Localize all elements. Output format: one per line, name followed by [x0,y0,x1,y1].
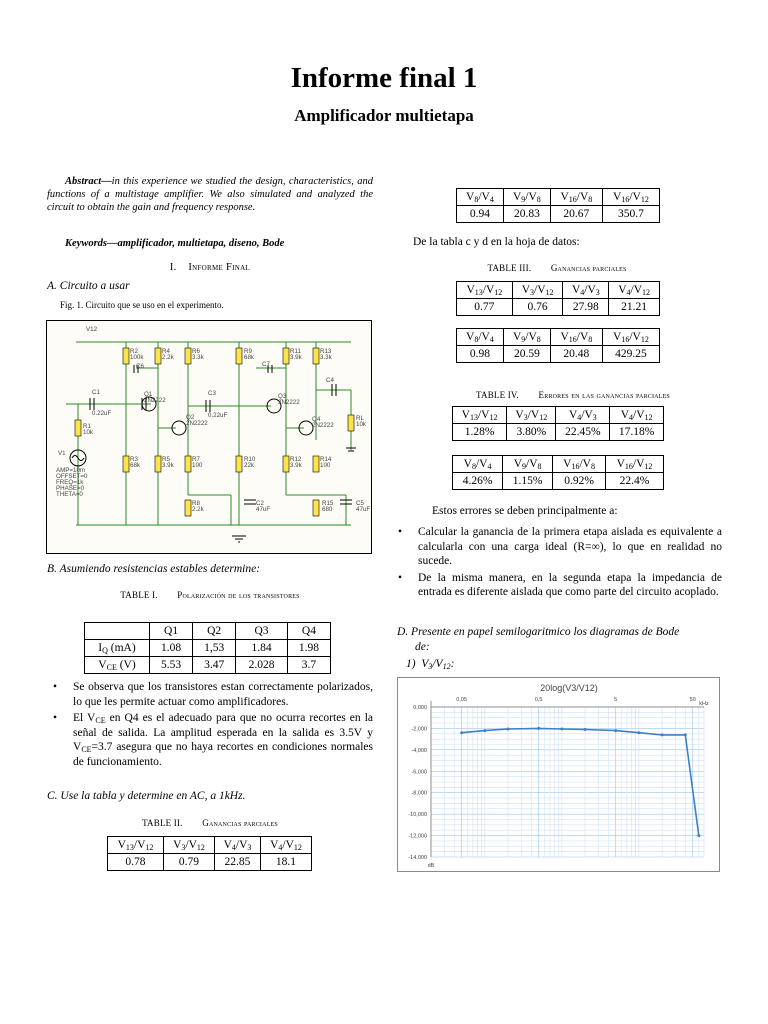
table-cell: 20.67 [550,206,602,223]
circuit-label: OFFSET=0 [56,473,88,480]
y-tick-label: -10,000 [408,812,427,819]
table-row [85,657,331,674]
table-cell: $V_8/V_4$ [453,456,503,473]
circuit-label: 100k [130,354,144,361]
table-cell: 22.4% [605,473,663,490]
circuit-label: R4 [162,348,170,355]
circuit-label: 10k [83,429,93,436]
table-row [453,407,664,424]
circuit-label: 47uF [256,506,271,513]
circuit-label: C5 [356,500,364,507]
table-cell: $V_{16}/V_{12}$ [602,189,659,206]
table4a [452,406,664,441]
table-cell: $V_4/V_{12}$ [610,407,664,424]
subsection-d1: 1) $V_3/V_{12}$: [406,658,455,671]
table-cell: $V_3/V_{12}$ [512,282,563,299]
table-cell: $V_4/V_3$ [563,282,609,299]
table-row [457,282,660,299]
circuit-label: 2N2222 [312,422,334,429]
circuit-label: R2 [130,348,138,355]
data-point [614,729,617,732]
circuit-label: 680 [322,506,333,513]
abstract-text: in this experience we studied the design, characteristics, and functions of a multistage amplifier. We also simulated and analyzed the circuit to obtain the gain and frequency response. [47,176,373,213]
table4-caption-title: Errores en las ganancias parciales [538,390,670,400]
circuit-label: RL [356,415,364,422]
circuit-label: 0.22uF [92,410,112,417]
circuit-label: V1 [58,450,66,457]
table-cell: 2.028 [236,657,288,674]
list-item: • Se observa que los transistores estan correctamente polarizados, lo que les permite actuar como amplificadores. [47,680,373,709]
circuit-label: C3 [208,390,216,397]
y-tick-label: -14,000 [408,855,427,861]
table-cell: 1.84 [236,640,288,657]
data-point [661,733,664,736]
table-cell: 0.77 [457,299,513,316]
table-cell: 0.79 [163,854,214,871]
table-cell: 350.7 [602,206,659,223]
table-cell: 22.45% [556,424,610,441]
circuit-label: 3.9k [290,462,302,469]
table3-caption-num: TABLE III. [487,263,532,273]
table-cell: 27.98 [563,299,609,316]
bode-chart-svg [397,677,720,872]
table-cell: $V_9/V_8$ [503,456,553,473]
table-cell: $V_{13}/V_{12}$ [108,837,164,854]
circuit-label: R15 [322,500,334,507]
list-item: • Calcular la ganancia de la primera etapa aislada es equivalente a calcularla con una carga ideal (R=∞), lo que en realidad no sucede. [392,525,722,569]
paper-title: Informe final 1 [290,62,478,94]
table-cell: 1.15% [503,473,553,490]
circuit-label: R6 [192,348,200,355]
subsection-a: A. Circuito a usar [47,280,130,292]
data-point [684,733,687,736]
table-cell: $V_{16}/V_8$ [550,329,602,346]
y-tick-label: -6,000 [411,769,427,776]
circuit-label: 2N2222 [186,420,208,427]
table-row [453,424,664,441]
data-point [507,727,510,730]
circuit-label: 100 [320,462,331,469]
subsection-b: B. Asumiendo resistencias estables determine: [47,563,261,575]
table1-caption [47,590,373,600]
table2 [107,836,312,871]
subsection-c: C. Use la tabla y determine en AC, a 1kHz. [47,790,246,802]
circuit-label: 10k [356,421,366,428]
table-row [457,206,660,223]
table-cell: $V_4/V_{12}$ [609,282,660,299]
circuit-label: THETA=0 [56,491,83,498]
circuit-label: Q4 [312,416,321,423]
circuit-label: R14 [320,456,332,463]
table-row [457,329,660,346]
table4b [452,455,664,490]
keywords: Keywords—amplificador, multietapa, diseno, Bode [65,238,285,249]
circuit-label: R10 [244,456,256,463]
table-cell: Q1 [150,623,193,640]
table-top [456,188,660,223]
circuit-figure [46,320,372,554]
circuit-label: 47uF [356,506,371,513]
circuit-label: 0.22uF [208,412,228,419]
circuit-label: R13 [320,348,332,355]
circuit-label: 2N2222 [278,399,300,406]
y-tick-label: -2,000 [411,726,427,733]
table-cell: $V_{CE}$ (V) [85,657,150,674]
table-cell: $I_Q$ (mA) [85,640,150,657]
table-row [108,837,312,854]
y-tick-label: -8,000 [411,790,427,797]
table-cell: 18.1 [260,854,311,871]
x-tick-label: 5 [614,697,618,703]
abstract [47,175,373,214]
table-cell: $V_9/V_8$ [503,329,550,346]
section-number: I. [169,262,177,273]
table-cell: 1,53 [193,640,236,657]
data-point [697,834,700,837]
y-tick-label: -4,000 [411,747,427,754]
table-cell [85,623,150,640]
circuit-label: 22k [244,462,254,469]
circuit-label: 3.3k [192,354,204,361]
de-la-tabla-text: De la tabla c y d en la hoja de datos: [413,236,580,248]
table-cell: $V_{16}/V_8$ [550,189,602,206]
table-cell: $V_4/V_{12}$ [260,837,311,854]
x-tick-label: 0,5 [534,697,543,703]
circuit-label: AMP=10m [56,467,86,474]
table1-caption-num: TABLE I. [120,590,158,600]
bullet-list-b [47,680,373,771]
table3-caption-title: Ganancias parciales [550,263,627,273]
list-item: • De la misma manera, en la segunda etapa la impedancia de entrada es diferente aislada que como parte del circuito acoplado. [392,571,722,600]
table-cell: 3.80% [507,424,556,441]
table-cell: 1.98 [287,640,330,657]
y-tick-label: 0,000 [413,705,427,711]
table-row [457,189,660,206]
table-cell: $V_4/V_3$ [214,837,260,854]
circuit-label: C7 [262,361,270,368]
table-cell: 0.76 [512,299,563,316]
table1-caption-title: Polarización de los transistores [177,590,300,600]
figure-caption: Fig. 1. Circuito que se uso en el experimento. [60,300,224,310]
table-cell: $V_8/V_4$ [457,189,504,206]
circuit-label: R1 [83,423,91,430]
table-cell: 0.94 [457,206,504,223]
data-point [460,731,463,734]
table-cell: Q3 [236,623,288,640]
table-cell: 4.26% [453,473,503,490]
table3a [456,281,660,316]
circuit-label: Q1 [144,391,153,398]
table-cell: 1.08 [150,640,193,657]
circuit-label: V12 [86,326,98,333]
table-cell: 3.7 [287,657,330,674]
table-row [453,473,664,490]
circuit-label: C1 [92,389,100,396]
circuit-label: PHASE=0 [56,485,85,492]
table-cell: 5.53 [150,657,193,674]
x-tick-label: 50 [689,697,696,703]
table-cell: 20.83 [503,206,550,223]
data-point [537,727,540,730]
table-cell: 20.48 [550,346,602,363]
circuit-label: 2.2k [192,506,204,513]
table-cell: 3.47 [193,657,236,674]
circuit-label: 68k [244,354,254,361]
circuit-label: FREQ=1k [56,479,84,486]
table-cell: $V_9/V_8$ [503,189,550,206]
table-cell: 429.25 [602,346,659,363]
table3-caption [392,263,722,273]
table-row [457,346,660,363]
errores-intro: Estos errores se deben principalmente a: [432,505,618,517]
circuit-label: 2.2k [162,354,174,361]
table-cell: 0.92% [553,473,606,490]
table-cell: $V_{16}/V_8$ [553,456,606,473]
table-cell: 20.59 [503,346,550,363]
table-cell: $V_8/V_4$ [457,329,504,346]
circuit-label: R9 [244,348,252,355]
table-row [457,299,660,316]
circuit-label: 3.9k [162,462,174,469]
circuit-label: R5 [162,456,170,463]
circuit-schematic [46,320,372,554]
data-point [560,727,563,730]
circuit-label: C6 [136,363,144,370]
circuit-label: 3.3k [320,354,332,361]
y-tick-label: -12,000 [408,833,427,840]
table-cell: $V_{16}/V_{12}$ [602,329,659,346]
y-unit-label: dB [427,863,435,869]
table-cell: 1.28% [453,424,507,441]
circuit-label: R8 [192,500,200,507]
abstract-label: Abstract— [65,176,112,187]
circuit-label: R12 [290,456,302,463]
table3b [456,328,660,363]
table-row [108,854,312,871]
x-tick-label: 0,05 [456,697,468,703]
bullet-list-d [392,525,722,602]
table-row [453,456,664,473]
subsection-d-cont: de: [415,641,430,653]
table-cell: $V_{16}/V_{12}$ [605,456,663,473]
data-point [483,729,486,732]
bode-chart [397,677,720,872]
table-cell: 22.85 [214,854,260,871]
data-point [584,728,587,731]
table-cell: Q4 [287,623,330,640]
circuit-label: C2 [256,500,264,507]
section-title: Informe Final [188,262,251,273]
circuit-label: 100 [192,462,203,469]
x-unit-label: kHz [699,701,709,707]
table-cell: 0.78 [108,854,164,871]
circuit-label: 3.9k [290,354,302,361]
table-row [85,640,331,657]
list-item: • El $V_{CE}$ en Q4 es el adecuado para que no ocurra recortes en la señal de salida. La amplitud esperada en la salida es 3.5V y $V_{CE}=3.7$ asegura que no haya recortes en condiciones normales de funcionamiento. [47,711,373,769]
subsection-d: D. Presente en papel semilogaritmico los diagramas de Bode [397,626,680,638]
circuit-label: Q2 [186,414,195,421]
table-cell: Q2 [193,623,236,640]
table-cell: 21.21 [609,299,660,316]
table-cell: 17.18% [610,424,664,441]
circuit-label: R11 [290,348,301,355]
paper-subtitle: Amplificador multietapa [294,106,474,125]
circuit-label: C4 [326,377,334,384]
chart-title: 20log(V3/V12) [540,683,598,693]
table-cell: $V_3/V_{12}$ [507,407,556,424]
circuit-label: R3 [130,456,138,463]
table2-caption-num: TABLE II. [142,818,183,828]
table2-caption [47,818,373,828]
circuit-label: 2N2222 [144,397,166,404]
circuit-label: 68k [130,462,140,469]
table-cell: $V_3/V_{12}$ [163,837,214,854]
table1 [84,622,331,674]
circuit-label: R7 [192,456,200,463]
data-point [637,731,640,734]
table-row [85,623,331,640]
table-cell: $V_{13}/V_{12}$ [453,407,507,424]
circuit-label: Q3 [278,393,287,400]
table4-caption [392,390,754,400]
table-cell: 0.98 [457,346,504,363]
table2-caption-title: Ganancias parciales [202,818,278,828]
table-cell: $V_{13}/V_{12}$ [457,282,513,299]
table-cell: $V_4/V_3$ [556,407,610,424]
section-heading [47,262,373,273]
table4-caption-num: TABLE IV. [476,390,519,400]
